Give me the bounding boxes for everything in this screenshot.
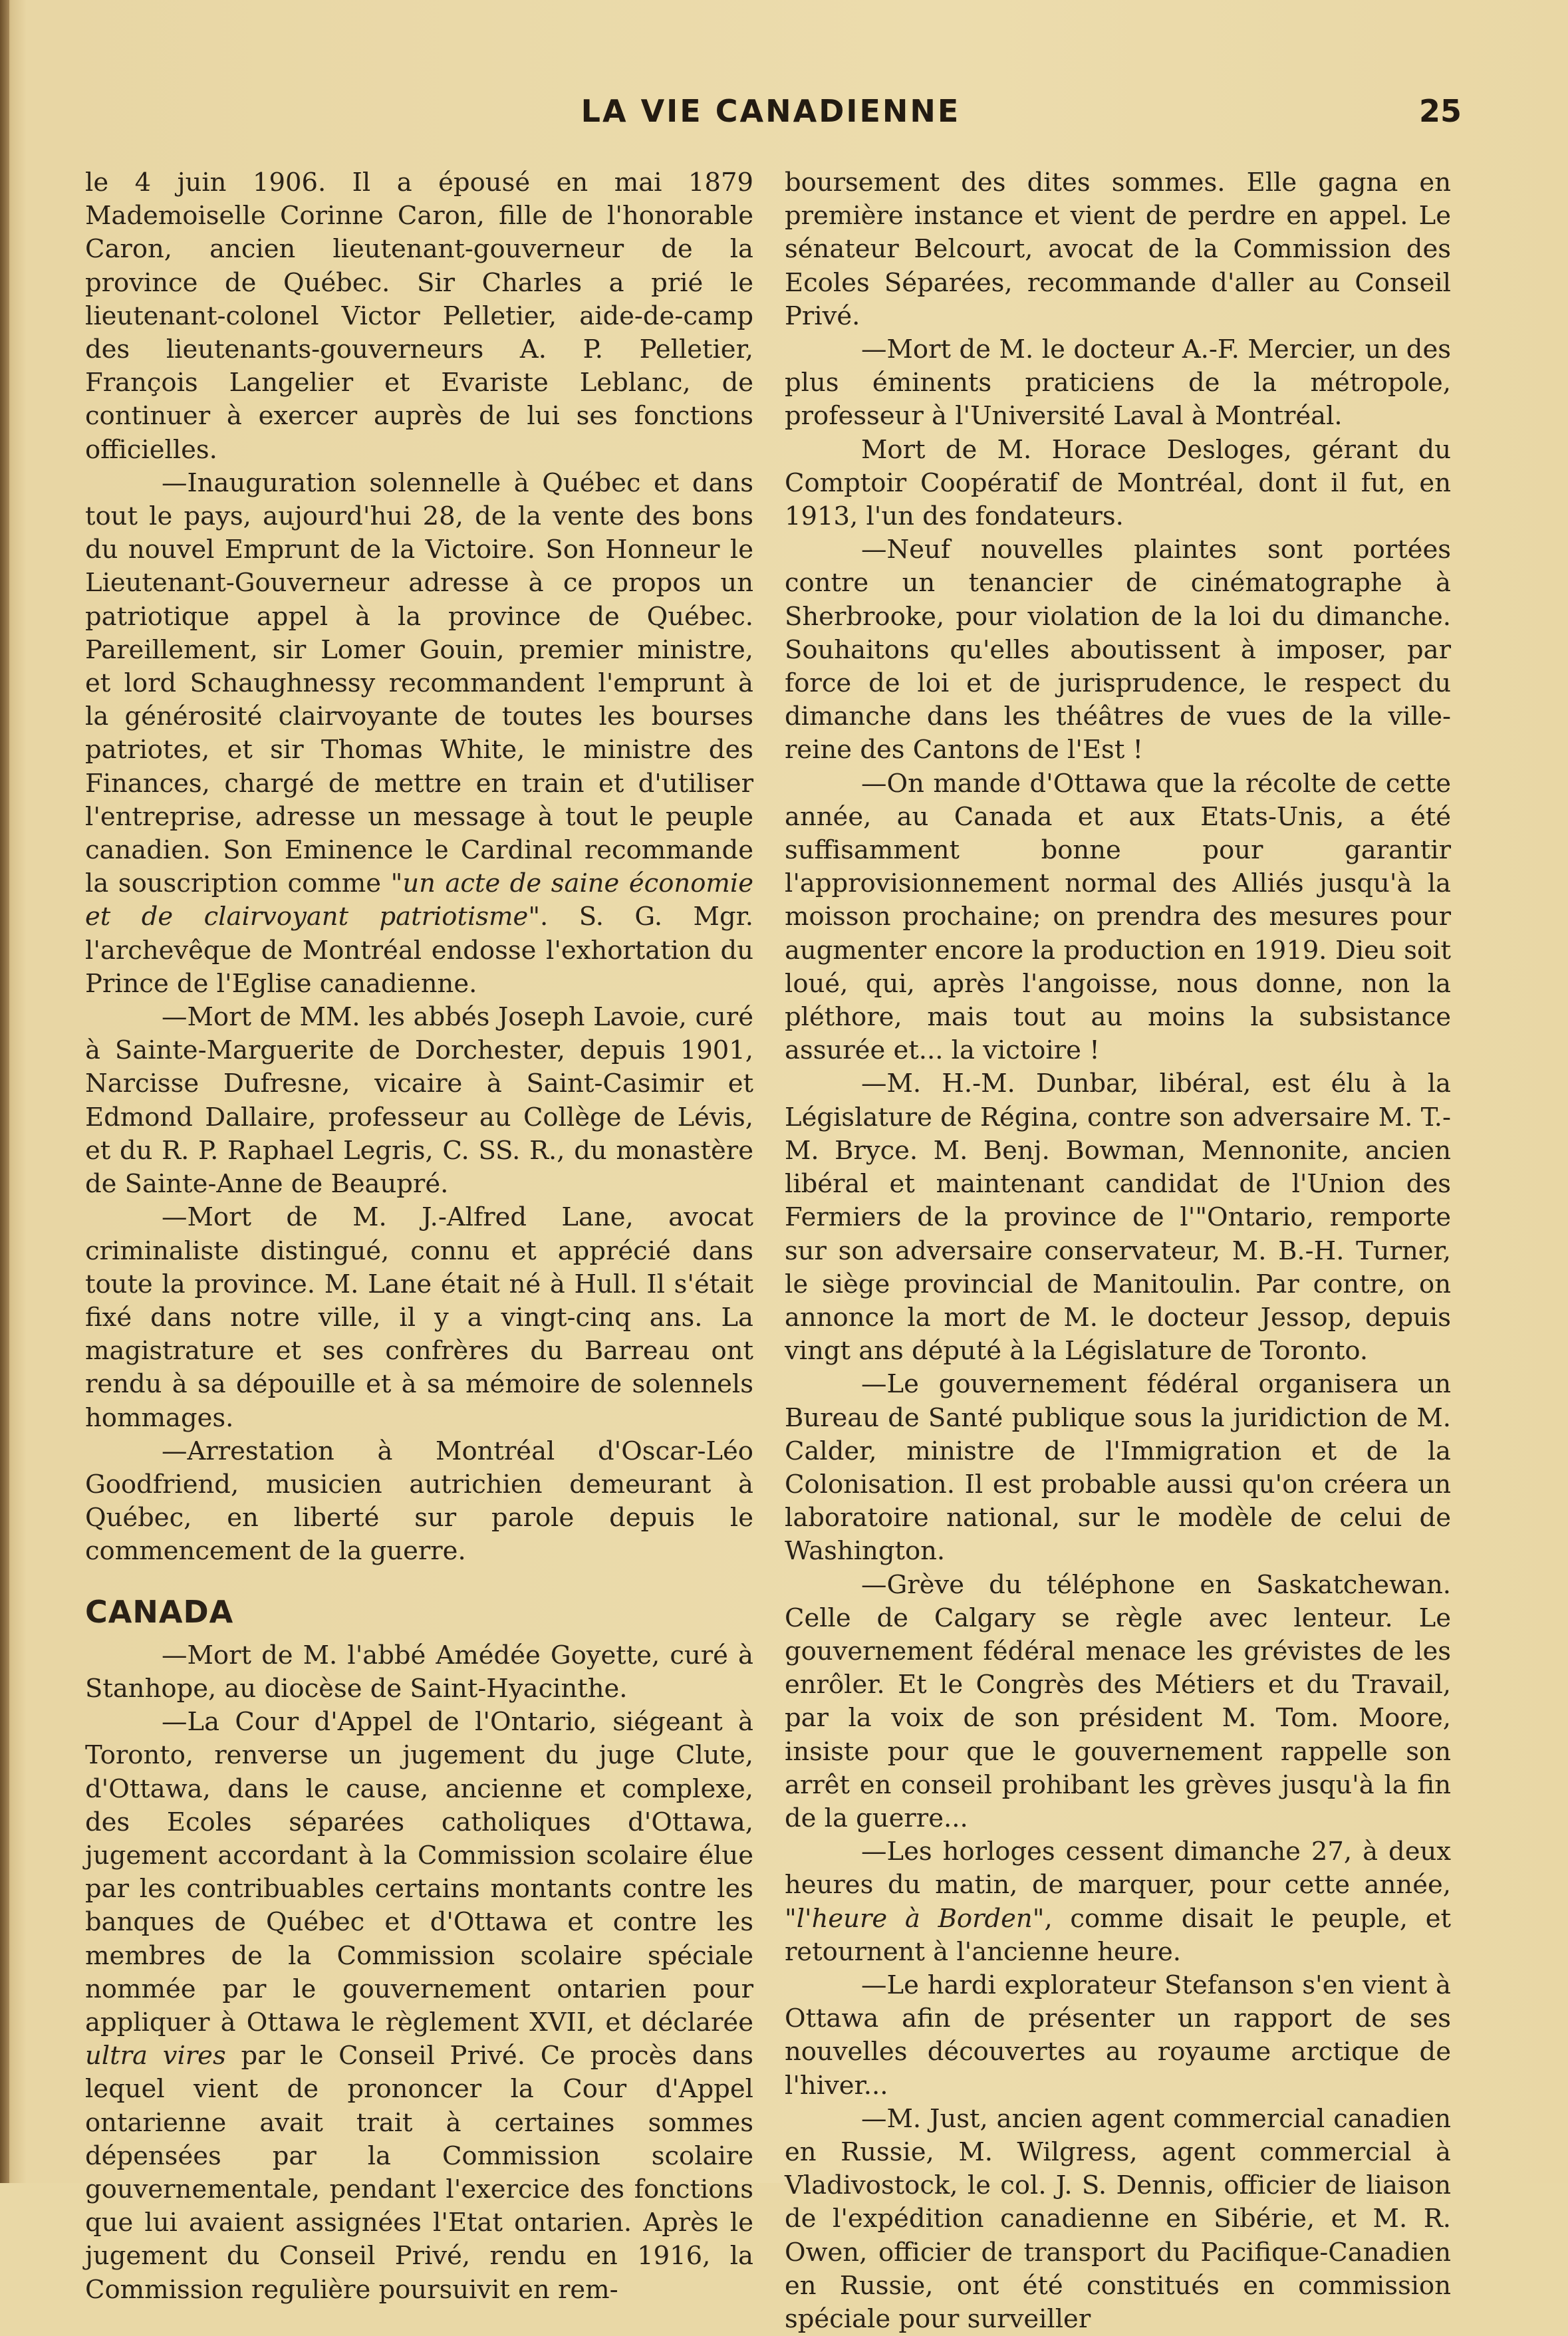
- paragraph-text: . S. G. Mgr. l'archevêque de Montréal endosse l'exhortation du Prince de l'Eglise canadienne.: [85, 902, 753, 999]
- paragraph-harvest: —On mande d'Ottawa que la récolte de cette année, au Canada et aux Etats-Unis, a été suffisamment bonne pour garantir l'approvisionnement normal des Alliés jusqu'à la moisson prochaine; on prendra des mesures pour augmenter encore la production en 1919. Dieu soit loué, qui, après l'angoisse, nous donne, non la pléthore, mais tout au moins la subsistance assurée et... la victoire !: [785, 768, 1451, 1066]
- left-column: [85, 166, 753, 2307]
- paragraph-obituary-lane: —Mort de M. J.-Alfred Lane, avocat criminaliste distingué, connu et apprécié dans toute la province. M. Lane était né à Hull. Il s'était fixé dans notre ville, il y a vingt-cinq ans. La magistrature et ses confrères du Barreau ont rendu à sa dépouille et à sa mémoire de solennels hommages.: [85, 1202, 753, 1433]
- italic-term: ultra vires: [85, 2041, 226, 2071]
- paragraph-clocks: [785, 1835, 1451, 1969]
- paragraph-elections: —M. H.-M. Dunbar, libéral, est élu à la Législature de Régina, contre son adversaire M. T.-M. Bryce. M. Benj. Bowman, Mennonite, ancien libéral et maintenant candidat de l'Union des Fermiers de la province de l'"Ontario, remporte sur son adversaire conservateur, M. B.-H. Turner, le siège provincial de Manitoulin. Par contre, on annonce la mort de M. le docteur Jessop, depuis vingt ans député à la Législature de Toronto.: [785, 1069, 1451, 1366]
- page-number: 25: [1418, 93, 1462, 129]
- paragraph-continuation: le 4 juin 1906. Il a épousé en mai 1879 Mademoiselle Corinne Caron, fille de l'honorable Caron, ancien lieutenant-gouverneur de la province de Québec. Sir Charles a prié le lieutenant-colonel Victor Pelletier, aide-de-camp des lieutenants-gouverneurs A. P. Pelletier, François Langelier et Evariste Leblanc, de continuer à exercer auprès de lui ses fonctions officielles.: [85, 168, 753, 465]
- paragraph-arrest: —Arrestation à Montréal d'Oscar-Léo Goodfriend, musicien autrichien demeurant à Québec, en liberté sur parole depuis le commencement de la guerre.: [85, 1436, 753, 1567]
- paragraph-text: , comme disait le peuple, et retournent à l'ancienne heure.: [785, 1903, 1451, 1967]
- paragraph-russia-commission: —M. Just, ancien agent commercial canadien en Russie, M. Wilgress, agent commercial à Vladivostock, le col. J. S. Dennis, officier de liaison de l'expédition canadienne en Sibérie, et M. R. Owen, officier de transport du Pacifique-Canadien en Russie, ont été constitués en commission spéciale pour surveiller: [785, 2103, 1451, 2334]
- paragraph-cinema-complaints: —Neuf nouvelles plaintes sont portées contre un tenancier de cinématographe à Sherbrooke, pour violation de la loi du dimanche. Souhaitons qu'elles aboutissent à imposer, par force de loi et de jurisprudence, le respect du dimanche dans les théâtres de vues de la ville-reine des Cantons de l'Est !: [785, 535, 1451, 765]
- paragraph-obituary-goyette: —Mort de M. l'abbé Amédée Goyette, curé à Stanhope, au diocèse de Saint-Hyacinthe.: [85, 1640, 753, 1704]
- paragraph-continuation: boursement des dites sommes. Elle gagna en première instance et vient de perdre en appel. Le sénateur Belcourt, avocat de la Commission des Ecoles Séparées, recommande d'aller au Conseil Privé.: [785, 168, 1451, 331]
- page-header: [80, 93, 1462, 140]
- right-column: [785, 166, 1451, 2336]
- paragraph-obituary-mercier: —Mort de M. le docteur A.-F. Mercier, un des plus éminents praticiens de la métropole, professeur à l'Université Laval à Montréal.: [785, 334, 1451, 432]
- paragraph-obituary-abbes: —Mort de MM. les abbés Joseph Lavoie, curé à Sainte-Marguerite de Dorchester, depuis 1901, Narcisse Dufresne, vicaire à Saint-Casimir et Edmond Dallaire, professeur au Collège de Lévis, et du R. P. Raphael Legris, C. SS. R., du monastère de Sainte-Anne de Beaupré.: [85, 1002, 753, 1200]
- paragraph-health-bureau: —Le gouvernement fédéral organisera un Bureau de Santé publique sous la juridiction de M. Calder, ministre de l'Immigration et de la Colonisation. Il est probable aussi qu'on créera un laboratoire national, sur le modèle de celui de Washington.: [785, 1369, 1451, 1567]
- italic-quote: "un acte de saine économie et de clairvoyant patriotisme": [85, 868, 753, 932]
- page-spine-edge: [0, 0, 9, 2183]
- paragraph-obituary-desloges: Mort de M. Horace Desloges, gérant du Comptoir Coopératif de Montréal, dont il fut, en 1913, l'un des fondateurs.: [785, 434, 1451, 532]
- paragraph-stefanson: —Le hardi explorateur Stefanson s'en vient à Ottawa afin de présenter un rapport de ses nouvelles découvertes au royaume arctique de l'hiver...: [785, 1970, 1451, 2101]
- paragraph-text: —Inauguration solennelle à Québec et dans tout le pays, aujourd'hui 28, de la vente des bons du nouvel Emprunt de la Victoire. Son Honneur le Lieutenant-Gouverneur adresse à ce propos un patriotique appel à la province de Québec. Pareillement, sir Lomer Gouin, premier ministre, et lord Schaughnessy recommandent l'emprunt à la générosité clairvoyante de toutes les bourses patriotes, et sir Thomas White, le ministre des Finances, chargé de mettre en train et d'utiliser l'entreprise, adresse un message à tout le peuple canadien. Son Eminence le Cardinal recommande la souscription comme: [85, 467, 753, 899]
- paragraph-court-appeal: [85, 1706, 753, 2307]
- paragraph-text: —Les horloges cessent dimanche 27, à deux heures du matin, de marquer, pour cette année,: [785, 1837, 1451, 1900]
- running-title: LA VIE CANADIENNE: [581, 93, 961, 129]
- paragraph-telephone-strike: —Grève du téléphone en Saskatchewan. Celle de Calgary se règle avec lenteur. Le gouvernement fédéral menace les grévistes de les enrôler. Et le Congrès des Métiers et du Travail, par la voix de son président M. Tom. Moore, insiste pour que le gouvernement rappelle son arrêt en conseil prohibant les grèves jusqu'à la fin de la guerre...: [785, 1569, 1451, 1833]
- section-heading: CANADA: [85, 1593, 234, 1630]
- paragraph-victory-loan: [85, 467, 753, 1001]
- italic-quote: "l'heure à Borden": [785, 1903, 1045, 1934]
- paragraph-text: —La Cour d'Appel de l'Ontario, siégeant à Toronto, renverse un jugement du juge Clute, d'Ottawa, dans le cause, ancienne et complexe, des Ecoles séparées catholiques d'Ottawa, jugement accordant à la Commission scolaire élue par les contribuables certains montants contre les banques de Québec et d'Ottawa et contre les membres de la Commission scolaire spéciale nommée par le gouvernement ontarien pour appliquer à Ottawa le règlement XVII, et déclarée: [85, 1707, 753, 2037]
- paragraph-text: par le Conseil Privé. Ce procès dans lequel vient de prononcer la Cour d'Appel ontarienne avait trait à certaines sommes dépensées par la Commission scolaire gouvernementale, pendant l'exercice des fonctions que lui avaient assignées l'Etat ontarien. Après le jugement du Conseil Privé, rendu en 1916, la Commission regulière poursuivit en rem-: [85, 2041, 753, 2305]
